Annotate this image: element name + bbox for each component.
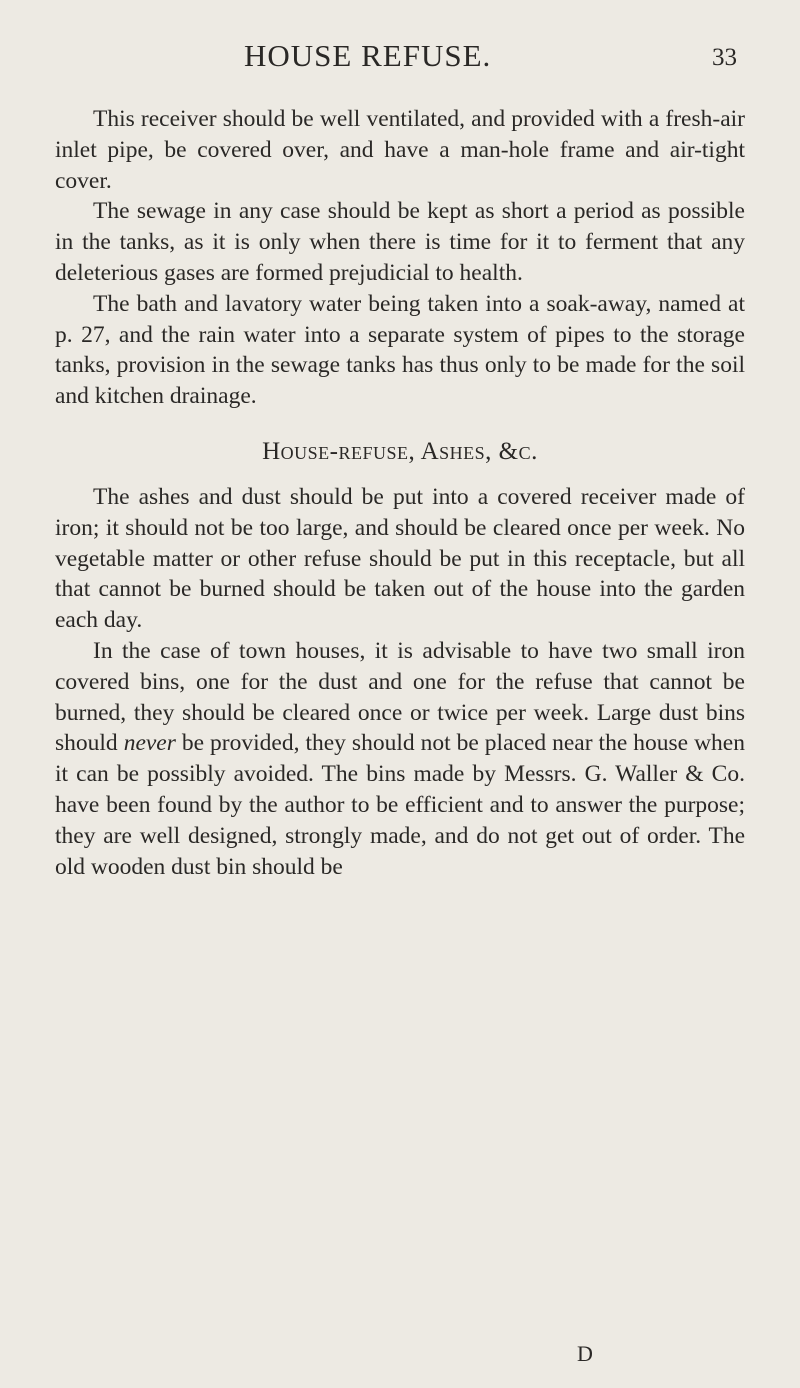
paragraph-town-houses xyxy=(55,636,745,882)
paragraph-receiver: This receiver should be well ventilated, and provided with a fresh-air inlet pipe, be covered over, and have a man-hole frame and air-tight cover. xyxy=(55,106,745,194)
signature-mark: D xyxy=(577,1341,593,1366)
paragraph-sewage: The sewage in any case should be kept as short a period as possible in the tanks, as it is only when there is time for it to ferment that any deleterious gases are formed prejudicial to health. xyxy=(55,198,745,286)
paragraph-bath-water: The bath and lavatory water being taken into a soak-away, named at p. 27, and the rain water into a separate system of pipes to the storage tanks, provision in the sewage tanks has thus only to be made for the soil and kitchen drainage. xyxy=(55,290,745,410)
paragraph-ashes: The ashes and dust should be put into a covered receiver made of iron; it should not be too large, and should be cleared once per week. No vegetable matter or other refuse should be put in this receptacle, but all that cannot be burned should be taken out of the house into the garden each day. xyxy=(55,483,745,634)
paragraph-town-houses-start: In the case of town houses, it is advisable to have two small iron covered bins, one for the dust and one for the refuse that cannot be burned, they should be cleared once or twice per week. Large dust bins should xyxy=(55,637,745,757)
running-title: HOUSE REFUSE. xyxy=(244,38,492,73)
body-text xyxy=(55,104,745,882)
emphasis-never: never xyxy=(123,730,176,757)
page-number: 33 xyxy=(712,44,737,71)
paragraph-town-houses-end: be provided, they should not be placed near the house when it can be possibly avoided. The bins made by Messrs. G. Waller & Co. have been found by the author to be efficient and to answer the purpose; they are well designed, strongly made, and do not get out of order. The old wooden dust bin should be xyxy=(55,730,745,880)
section-heading: House-refuse, Ashes, &c. xyxy=(262,437,538,465)
